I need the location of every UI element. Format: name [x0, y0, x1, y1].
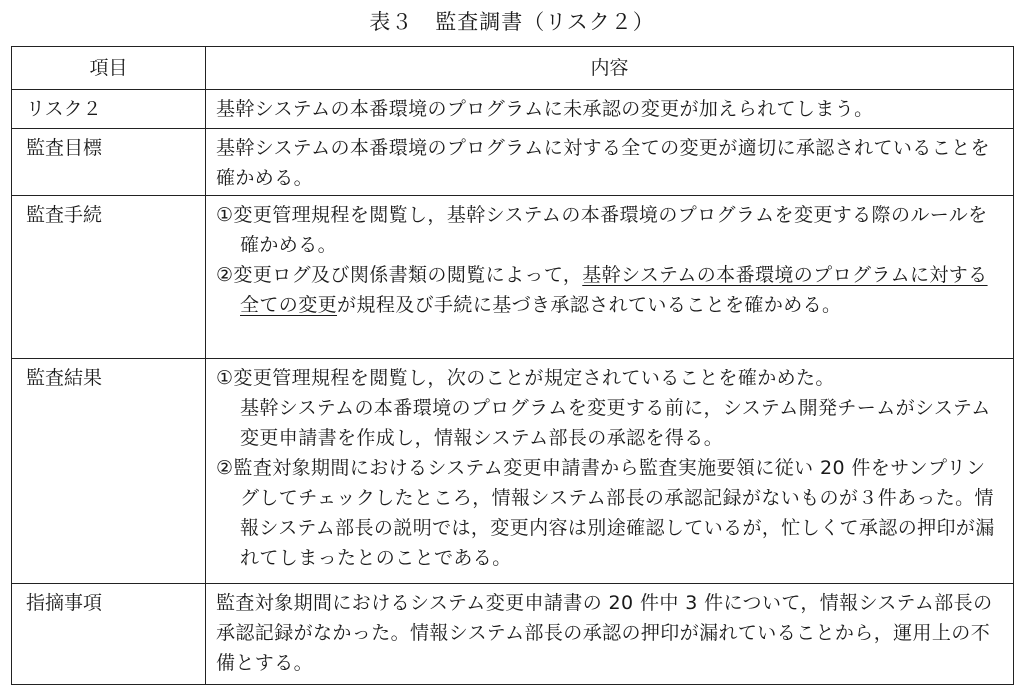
table-header-row	[12, 47, 1014, 90]
procedure-step-1: ①変更管理規程を閲覧し，基幹システムの本番環境のプログラムを変更する際のルールを確かめる。	[216, 204, 988, 256]
audit-table	[11, 46, 1014, 685]
procedure-step-2-underlined: 基幹システムの本番環境のプログラムに対する全ての変更	[240, 264, 988, 316]
table-caption: 表３ 監査調書（リスク２）	[369, 10, 655, 34]
result-step-2: ②監査対象期間におけるシステム変更申請書から監査実施要領に従い 20 件をサンプリングしてチェックしたところ，情報システム部長の承認記録がないものが３件あった。情報システム部長の説明では，変更内容は別途確認しているが，忙しくて承認の押印が漏れてしまったとのことである。	[216, 457, 995, 569]
procedure-item-label: 監査手続	[12, 196, 206, 359]
result-step-1: ①変更管理規程を閲覧し，次のことが規定されていることを確かめた。	[216, 367, 835, 389]
procedure-step-2-post: が規程及び手続に基づき承認されていることを確かめる。	[337, 294, 842, 316]
risk-content: 基幹システムの本番環境のプログラムに未承認の変更が加えられてしまう。	[206, 90, 1014, 129]
table-row-goal	[12, 129, 1014, 196]
table-row-finding	[12, 584, 1014, 685]
header-item: 項目	[12, 47, 206, 90]
table-row-procedure	[12, 196, 1014, 359]
procedure-content	[206, 196, 1014, 359]
finding-item-label: 指摘事項	[12, 584, 206, 685]
result-item-label: 監査結果	[12, 359, 206, 584]
procedure-step-2	[216, 260, 1003, 320]
table-row-result	[12, 359, 1014, 584]
result-step-1-detail: 基幹システムの本番環境のプログラムを変更する前に，システム開発チームがシステム変更申請書を作成し，情報システム部長の承認を得る。	[240, 397, 991, 449]
procedure-step-2-pre: ②変更ログ及び関係書類の閲覧によって，	[216, 264, 583, 286]
header-content: 内容	[206, 47, 1014, 90]
finding-content: 監査対象期間におけるシステム変更申請書の 20 件中 3 件について，情報システム部長の承認記録がなかった。情報システム部長の承認の押印が漏れていることから，運用上の不備とする。	[206, 584, 1014, 685]
goal-content: 基幹システムの本番環境のプログラムに対する全ての変更が適切に承認されていることを確かめる。	[206, 129, 1014, 196]
goal-item-label: 監査目標	[12, 129, 206, 196]
result-content	[206, 359, 1014, 584]
table-row-risk	[12, 90, 1014, 129]
risk-item-label: リスク２	[12, 90, 206, 129]
